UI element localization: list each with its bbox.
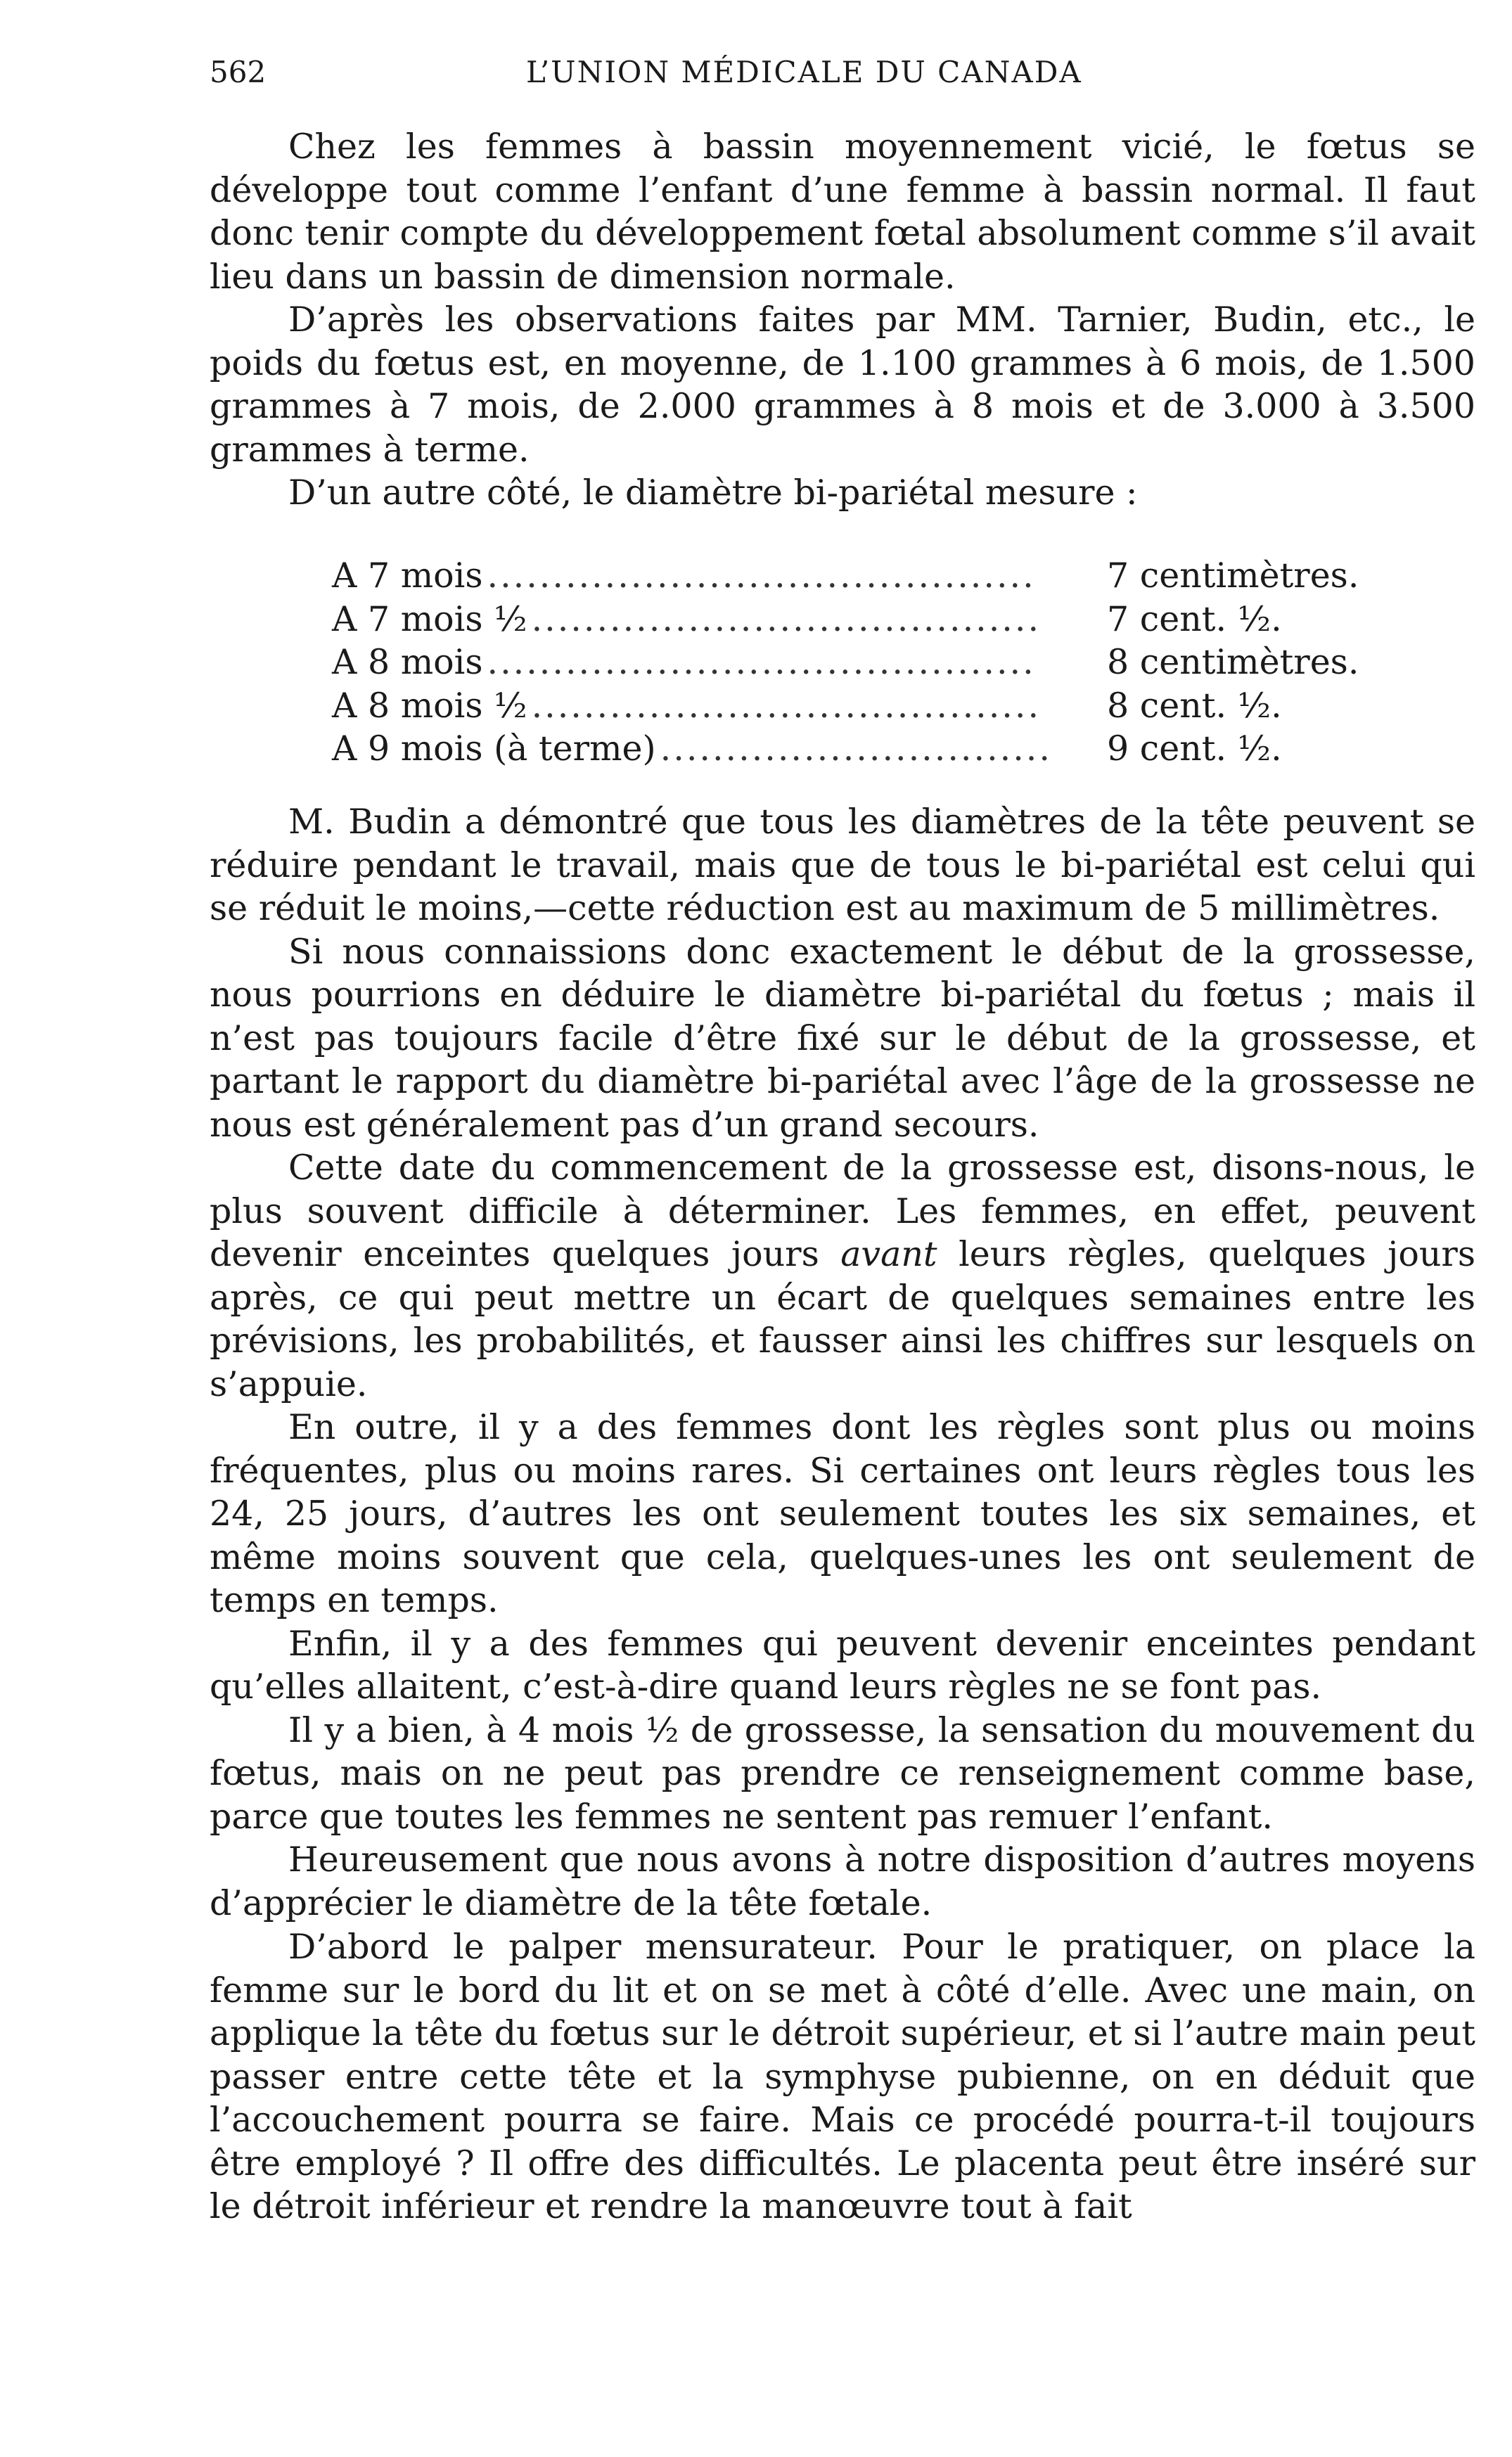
- leader-dots: ..........................................: [487, 556, 1036, 596]
- table-label: A 7 mois: [332, 556, 483, 596]
- table-label: A 7 mois ½: [332, 598, 527, 639]
- table-row: [332, 554, 1387, 598]
- table-row: [332, 727, 1387, 771]
- running-head: L’UNION MÉDICALE DU CANADA: [526, 55, 1082, 89]
- table-row: [332, 598, 1387, 641]
- table-value: 7 cent. ½.: [1107, 598, 1282, 639]
- paragraph: D’abord le palper mensurateur. Pour le pratiquer, on place la femme sur le bord du lit et on se met à côté d’elle. Avec une main, on applique la tête du fœtus sur le détroit supérieur, et si l’autre main peut passer entre cette tête et la symphyse pubienne, on en déduit que l’accouchement pourra se faire. Mais ce procédé pourra-t-il toujours être employé ? Il offre des difficultés. Le placenta peut être inséré sur le détroit inférieur et rendre la manœuvre tout à fait: [210, 1927, 1475, 2226]
- table-value: 7 centimètres.: [1107, 556, 1359, 596]
- paragraph: Il y a bien, à 4 mois ½ de grossesse, la sensation du mouvement du fœtus, mais on ne peut pas prendre ce renseignement comme base, parce que toutes les femmes ne sentent pas remuer l’enfant.: [210, 1709, 1475, 1837]
- main-text: [210, 800, 1475, 1925]
- table-label: A 8 mois ½: [332, 685, 527, 726]
- text-run: leurs règles, quelques jours après, ce qui peut mettre un écart de quelques semaines entre les prévisions, les probabilités, et fausser ainsi les chiffres sur lesquels on s’appuie.: [210, 1234, 1476, 1404]
- table-row: [332, 684, 1387, 728]
- table-value: 8 centimètres.: [1107, 642, 1359, 682]
- paragraph: Chez les femmes à bassin moyennement vicié, le fœtus se développe tout comme l’enfant d’une femme à bassin normal. Il faut donc tenir compte du développement fœtal absolument comme s’il avait lieu dans un bassin de dimension normale.: [210, 127, 1475, 297]
- text-run: Cette date du commencement de la grossesse est, disons-nous, le plus souvent difficile à déterminer. Les femmes, en effet, peuvent devenir enceintes quelques jours: [210, 1148, 1475, 1274]
- table-value: 9 cent. ½.: [1107, 729, 1282, 769]
- leader-dots: .......................................: [531, 598, 1042, 639]
- paragraph: M. Budin a démontré que tous les diamètres de la tête peuvent se réduire pendant le travail, mais que de tous le bi-pariétal est celui qui se réduit le moins,—cette réduction est au maximum de 5 millimètres.: [210, 802, 1475, 928]
- intro-text: [210, 125, 1475, 515]
- table-label: A 9 mois (à terme): [332, 729, 656, 769]
- leader-dots: .......................................: [531, 685, 1042, 726]
- page-header: [210, 55, 1512, 104]
- paragraph: D’un autre côté, le diamètre bi-pariétal mesure :: [288, 473, 1138, 513]
- paragraph: Enfin, il y a des femmes qui peuvent devenir enceintes pendant qu’elles allaitent, c’est-à-dire quand leurs règles ne se font pas.: [210, 1623, 1475, 1707]
- paragraph: Si nous connaissions donc exactement le début de la grossesse, nous pourrions en déduire le diamètre bi-pariétal du fœtus ; mais il n’est pas toujours facile d’être fixé sur le début de la grossesse, et partant le rapport du diamètre bi-pariétal avec l’âge de la grossesse ne nous est généralement pas d’un grand secours.: [210, 931, 1475, 1145]
- table-row: [332, 641, 1387, 684]
- table-value: 8 cent. ½.: [1107, 685, 1282, 726]
- paragraph: Heureusement que nous avons à notre disposition d’autres moyens d’apprécier le diamètre de la tête fœtale.: [210, 1840, 1475, 1923]
- table-label: A 8 mois: [332, 642, 483, 682]
- paragraph: D’après les observations faites par MM. Tarnier, Budin, etc., le poids du fœtus est, en moyenne, de 1.100 grammes à 6 mois, de 1.500 grammes à 7 mois, de 2.000 grammes à 8 mois et de 3.000 à 3.500 grammes à terme.: [210, 300, 1475, 470]
- diameter-table: [332, 554, 1387, 771]
- leader-dots: ..........................................: [487, 642, 1036, 682]
- paragraph: En outre, il y a des femmes dont les règles sont plus ou moins fréquentes, plus ou moins rares. Si certaines ont leurs règles tous les 24, 25 jours, d’autres les ont seulement toutes les six semaines, et même moins souvent que cela, quelques-unes les ont seulement de temps en temps.: [210, 1407, 1475, 1620]
- paragraph: [210, 1146, 1475, 1406]
- page-number: 562: [210, 55, 267, 89]
- closing-text: [210, 1925, 1475, 2228]
- italic-word: avant: [840, 1234, 937, 1274]
- leader-dots: ..............................: [660, 729, 1052, 769]
